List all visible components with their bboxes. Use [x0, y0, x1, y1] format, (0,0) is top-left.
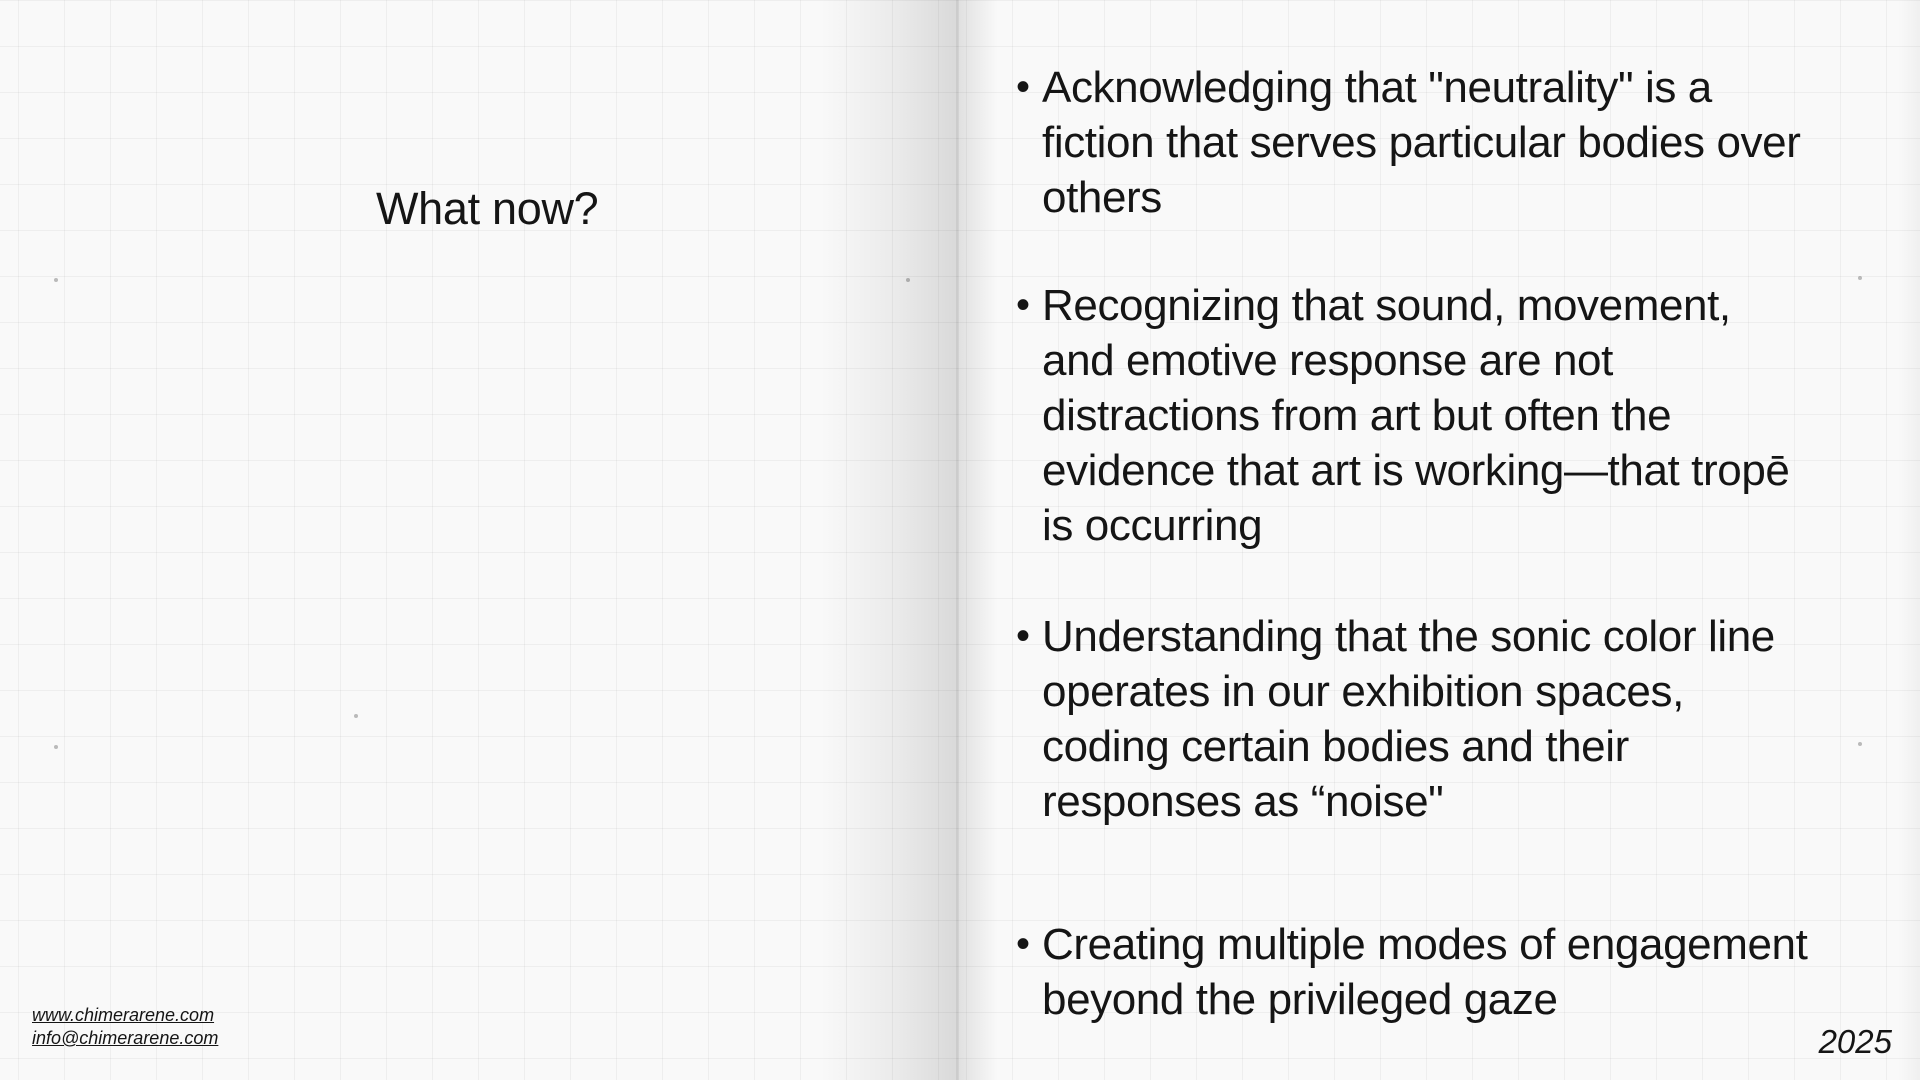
left-page	[0, 0, 958, 1080]
bullet-line: Acknowledging that "neutrality" is a	[1042, 63, 1712, 112]
gutter-shadow	[820, 0, 958, 1080]
bullet-line: operates in our exhibition spaces,	[1042, 667, 1684, 716]
bullet-line: responses as “noise"	[1042, 777, 1444, 826]
bullet-text	[1042, 60, 1896, 225]
bullet-line: and emotive response are not	[1042, 336, 1613, 385]
paper-speck	[54, 278, 58, 282]
bullet-icon: •	[1016, 922, 1030, 966]
year-label: 2025	[1818, 1023, 1892, 1060]
bullet-text	[1042, 917, 1896, 1027]
paper-speck	[354, 714, 358, 718]
bullet-line: Understanding that the sonic color line	[1042, 612, 1775, 661]
bullet-line: fiction that serves particular bodies over	[1042, 118, 1801, 167]
email-link[interactable]: info@chimerarene.com	[32, 1028, 219, 1048]
paper-speck	[54, 745, 58, 749]
bullet-icon: •	[1016, 614, 1030, 658]
bullet-line: Creating multiple modes of engagement	[1042, 920, 1808, 969]
page-edge-shadow	[1898, 0, 1920, 1080]
page-heading: What now?	[376, 183, 599, 234]
bullet-line: distractions from art but often the	[1042, 391, 1672, 440]
bullet-icon: •	[1016, 65, 1030, 109]
website-link[interactable]: www.chimerarene.com	[32, 1005, 215, 1025]
bullet-item	[1016, 609, 1896, 829]
bullet-item	[1016, 917, 1896, 1027]
contact-info	[32, 1004, 218, 1050]
bullet-line: beyond the privileged gaze	[1042, 975, 1558, 1024]
bullet-line: evidence that art is working—that tropē	[1042, 446, 1790, 495]
bullet-line: others	[1042, 173, 1162, 222]
bullet-icon: •	[1016, 283, 1030, 327]
bullet-line: coding certain bodies and their	[1042, 722, 1629, 771]
bullet-text	[1042, 278, 1896, 553]
bullet-line: Recognizing that sound, movement,	[1042, 281, 1731, 330]
bullet-item	[1016, 60, 1896, 225]
gutter-shadow	[958, 0, 998, 1080]
bullet-line: is occurring	[1042, 501, 1263, 550]
bullet-item	[1016, 278, 1896, 553]
book-gutter	[956, 0, 959, 1080]
bullet-text	[1042, 609, 1896, 829]
